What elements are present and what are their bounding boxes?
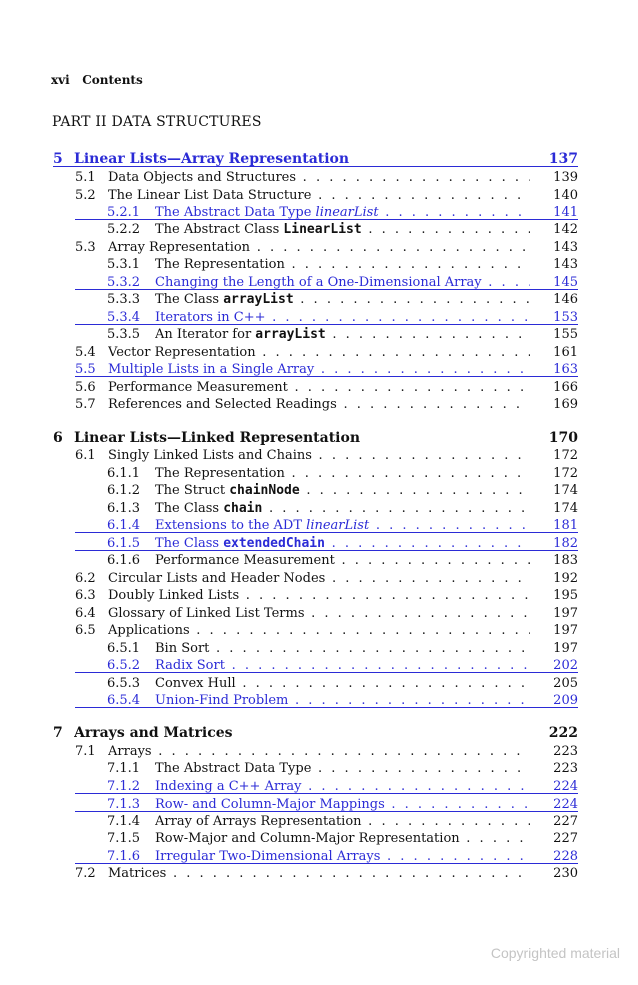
entry-number: 5.2 xyxy=(75,188,96,203)
entry-title xyxy=(155,813,530,830)
entry-number: 6.5 xyxy=(75,623,96,638)
entry-title xyxy=(155,256,530,273)
toc-subsection-entry xyxy=(75,640,578,657)
entry-title-text: The Class xyxy=(155,501,224,516)
entry-page-number: 155 xyxy=(553,327,578,342)
entry-title-text: Circular Lists and Header Nodes xyxy=(108,571,326,586)
entry-title xyxy=(155,204,530,221)
entry-title xyxy=(155,326,530,343)
entry-title xyxy=(155,760,530,777)
toc-subsection-entry xyxy=(75,813,578,830)
entry-title-text: The Linear List Data Structure xyxy=(108,188,312,203)
entry-number: 6.5.2 xyxy=(107,658,141,673)
toc-subsection-entry[interactable] xyxy=(75,535,578,552)
entry-title xyxy=(108,396,530,413)
toc-subsection-entry[interactable] xyxy=(75,517,578,534)
entry-title xyxy=(74,430,530,447)
entry-title xyxy=(108,570,530,587)
toc-section-entry xyxy=(75,187,578,204)
entry-page-number: 169 xyxy=(553,397,578,412)
entry-title xyxy=(155,535,530,552)
entry-title xyxy=(108,361,530,378)
entry-number: 5.1 xyxy=(75,170,96,185)
page-number-label: xvi xyxy=(51,73,70,87)
entry-page-number: 192 xyxy=(553,571,578,586)
entry-title-text: Array Representation xyxy=(108,240,251,255)
entry-title-text: Arrays xyxy=(108,744,152,759)
entry-code-name: chainNode xyxy=(229,483,300,498)
entry-page-number: 139 xyxy=(553,170,578,185)
toc-subsection-entry xyxy=(75,221,578,238)
entry-title-text: The Struct xyxy=(155,483,230,498)
toc-section-entry xyxy=(75,865,578,882)
entry-title xyxy=(155,830,530,847)
entry-number: 6.5.4 xyxy=(107,693,141,708)
toc-subsection-entry[interactable] xyxy=(75,848,578,865)
entry-title xyxy=(155,309,530,326)
toc-section-entry xyxy=(75,239,578,256)
entry-number: 7.2 xyxy=(75,866,96,881)
entry-title xyxy=(108,447,530,464)
entry-title-text: Indexing a C++ Array xyxy=(155,779,302,794)
entry-title-text: The Abstract Data Type xyxy=(155,205,316,220)
entry-code-name: LinearList xyxy=(283,222,362,237)
entry-page-number: 172 xyxy=(553,448,578,463)
entry-page-number: 163 xyxy=(553,362,578,377)
entry-title-text: Performance Measurement xyxy=(155,553,335,568)
entry-title-text: Row-Major and Column-Major Representation xyxy=(155,831,460,846)
entry-page-number: 172 xyxy=(553,466,578,481)
toc-section-entry xyxy=(75,344,578,361)
entry-title xyxy=(155,221,530,238)
entry-page-number: 202 xyxy=(553,658,578,673)
entry-number: 6.1.4 xyxy=(107,518,141,533)
entry-number: 7.1.4 xyxy=(107,814,141,829)
entry-title xyxy=(155,465,530,482)
entry-page-number: 228 xyxy=(553,849,578,864)
entry-page-number: 161 xyxy=(553,345,578,360)
entry-title-text: Changing the Length of a One-Dimensional Array xyxy=(155,275,482,290)
entry-title-text: Array of Arrays Representation xyxy=(155,814,362,829)
entry-page-number: 222 xyxy=(548,725,578,741)
toc-subsection-entry xyxy=(75,256,578,273)
entry-title xyxy=(108,865,530,882)
entry-title xyxy=(155,796,530,813)
entry-title xyxy=(74,725,530,742)
entry-title xyxy=(108,379,530,396)
toc-subsection-entry[interactable] xyxy=(75,657,578,674)
entry-title xyxy=(155,692,530,709)
entry-title xyxy=(155,848,530,865)
toc-subsection-entry[interactable] xyxy=(75,796,578,813)
entry-title-text: References and Selected Readings xyxy=(108,397,337,412)
entry-page-number: 170 xyxy=(548,430,578,446)
entry-italic-name: linearList xyxy=(306,518,370,533)
entry-number: 6.3 xyxy=(75,588,96,603)
entry-page-number: 223 xyxy=(553,761,578,776)
toc-section-entry xyxy=(75,605,578,622)
toc-subsection-entry xyxy=(75,675,578,692)
entry-number: 5.2.2 xyxy=(107,222,141,237)
entry-page-number: 197 xyxy=(553,606,578,621)
entry-number: 6.1.5 xyxy=(107,536,141,551)
entry-page-number: 183 xyxy=(553,553,578,568)
entry-number: 5.3.5 xyxy=(107,327,141,342)
toc-chapter-entry xyxy=(53,430,578,447)
entry-code-name: arrayList xyxy=(223,292,294,307)
entry-code-name: extendedChain xyxy=(223,536,325,551)
entry-title-text: Performance Measurement xyxy=(108,380,288,395)
entry-page-number: 166 xyxy=(553,380,578,395)
entry-number: 6.5.1 xyxy=(107,641,141,656)
entry-title xyxy=(74,151,530,168)
entry-title xyxy=(155,291,530,308)
entry-title-text: The Class xyxy=(155,536,224,551)
toc-section-entry xyxy=(75,622,578,639)
entry-title xyxy=(155,482,530,499)
entry-number: 6.1.2 xyxy=(107,483,141,498)
entry-title xyxy=(108,587,530,604)
entry-number: 6.1.1 xyxy=(107,466,141,481)
toc-section-entry[interactable] xyxy=(75,361,578,378)
entry-title xyxy=(155,675,530,692)
entry-title-text: Arrays and Matrices xyxy=(74,725,233,741)
toc-section-entry xyxy=(75,169,578,186)
entry-page-number: 143 xyxy=(553,240,578,255)
entry-title xyxy=(108,187,530,204)
entry-title-text: The Representation xyxy=(155,466,285,481)
entry-page-number: 153 xyxy=(553,310,578,325)
entry-title xyxy=(108,344,530,361)
toc-subsection-entry xyxy=(75,760,578,777)
toc-chapter-entry xyxy=(53,725,578,742)
entry-title-text: Linear Lists—Linked Representation xyxy=(74,430,360,446)
toc-subsection-entry[interactable] xyxy=(75,204,578,221)
toc-subsection-entry xyxy=(75,500,578,517)
entry-page-number: 146 xyxy=(553,292,578,307)
entry-number: 6 xyxy=(53,430,63,446)
toc-subsection-entry[interactable] xyxy=(75,692,578,709)
entry-title-text: Data Objects and Structures xyxy=(108,170,297,185)
entry-title-text: Singly Linked Lists and Chains xyxy=(108,448,312,463)
entry-page-number: 227 xyxy=(553,831,578,846)
toc-section-entry xyxy=(75,379,578,396)
toc-subsection-entry xyxy=(75,830,578,847)
entry-number: 5.4 xyxy=(75,345,96,360)
entry-number: 5.7 xyxy=(75,397,96,412)
entry-title-text: Doubly Linked Lists xyxy=(108,588,240,603)
entry-title xyxy=(108,239,530,256)
entry-title xyxy=(155,778,530,795)
entry-title-text: Convex Hull xyxy=(155,676,236,691)
entry-title-text: Bin Sort xyxy=(155,641,210,656)
entry-title-text: The Representation xyxy=(155,257,285,272)
entry-number: 6.1 xyxy=(75,448,96,463)
entry-page-number: 197 xyxy=(553,641,578,656)
entry-title xyxy=(155,274,530,291)
entry-page-number: 205 xyxy=(553,676,578,691)
entry-title xyxy=(155,640,530,657)
toc-subsection-entry xyxy=(75,552,578,569)
entry-number: 5.3 xyxy=(75,240,96,255)
entry-number: 5.3.3 xyxy=(107,292,141,307)
toc-chapter-entry[interactable] xyxy=(53,151,578,168)
entry-page-number: 137 xyxy=(548,151,578,167)
entry-page-number: 223 xyxy=(553,744,578,759)
entry-number: 6.1.3 xyxy=(107,501,141,516)
entry-italic-name: linearList xyxy=(315,205,379,220)
entry-page-number: 224 xyxy=(553,779,578,794)
running-header xyxy=(51,73,143,87)
entry-title xyxy=(108,622,530,639)
entry-title xyxy=(108,605,530,622)
toc-subsection-entry xyxy=(75,482,578,499)
entry-title-text: Iterators in C++ xyxy=(155,310,266,325)
entry-number: 5 xyxy=(53,151,63,167)
toc-section-entry xyxy=(75,396,578,413)
entry-title xyxy=(155,657,530,674)
entry-number: 6.2 xyxy=(75,571,96,586)
entry-page-number: 230 xyxy=(553,866,578,881)
part-title: PART II DATA STRUCTURES xyxy=(52,114,262,130)
toc-section-entry xyxy=(75,587,578,604)
entry-number: 7.1.2 xyxy=(107,779,141,794)
entry-page-number: 181 xyxy=(553,518,578,533)
entry-number: 7.1.3 xyxy=(107,797,141,812)
toc-subsection-entry xyxy=(75,465,578,482)
entry-page-number: 140 xyxy=(553,188,578,203)
entry-title-text: The Abstract Data Type xyxy=(155,761,312,776)
entry-title-text: Union-Find Problem xyxy=(155,693,289,708)
entry-page-number: 174 xyxy=(553,501,578,516)
entry-number: 7.1.6 xyxy=(107,849,141,864)
entry-number: 6.1.6 xyxy=(107,553,141,568)
entry-title xyxy=(155,500,530,517)
toc-subsection-entry[interactable] xyxy=(75,309,578,326)
entry-title-text: Multiple Lists in a Single Array xyxy=(108,362,315,377)
entry-page-number: 195 xyxy=(553,588,578,603)
entry-number: 5.5 xyxy=(75,362,96,377)
entry-number: 5.3.4 xyxy=(107,310,141,325)
entry-code-name: chain xyxy=(223,501,263,516)
entry-title-text: Irregular Two-Dimensional Arrays xyxy=(155,849,381,864)
toc-subsection-entry xyxy=(75,291,578,308)
toc-subsection-entry[interactable] xyxy=(75,274,578,291)
entry-title-text: Linear Lists—Array Representation xyxy=(74,151,350,167)
toc-subsection-entry xyxy=(75,326,578,343)
toc-subsection-entry[interactable] xyxy=(75,778,578,795)
entry-title xyxy=(155,517,530,534)
entry-number: 5.3.1 xyxy=(107,257,141,272)
entry-title-text: Row- and Column-Major Mappings xyxy=(155,797,385,812)
entry-title-text: Glossary of Linked List Terms xyxy=(108,606,305,621)
toc-section-entry xyxy=(75,570,578,587)
entry-number: 5.3.2 xyxy=(107,275,141,290)
entry-number: 6.4 xyxy=(75,606,96,621)
entry-page-number: 141 xyxy=(553,205,578,220)
entry-page-number: 197 xyxy=(553,623,578,638)
entry-title xyxy=(108,743,530,760)
entry-title-text: Extensions to the ADT xyxy=(155,518,307,533)
entry-title-text: Radix Sort xyxy=(155,658,225,673)
entry-title xyxy=(155,552,530,569)
entry-number: 5.6 xyxy=(75,380,96,395)
entry-number: 5.2.1 xyxy=(107,205,141,220)
entry-number: 7.1 xyxy=(75,744,96,759)
running-title: Contents xyxy=(82,73,143,87)
entry-title-text: Matrices xyxy=(108,866,167,881)
entry-title xyxy=(108,169,530,186)
entry-number: 7.1.5 xyxy=(107,831,141,846)
entry-page-number: 174 xyxy=(553,483,578,498)
entry-title-text: Vector Representation xyxy=(108,345,256,360)
entry-page-number: 227 xyxy=(553,814,578,829)
entry-number: 6.5.3 xyxy=(107,676,141,691)
entry-page-number: 209 xyxy=(553,693,578,708)
watermark: Copyrighted material xyxy=(490,945,620,961)
toc-section-entry xyxy=(75,447,578,464)
entry-page-number: 182 xyxy=(553,536,578,551)
entry-title-text: The Class xyxy=(155,292,224,307)
entry-number: 7.1.1 xyxy=(107,761,141,776)
entry-code-name: arrayList xyxy=(255,327,326,342)
entry-title-text: The Abstract Class xyxy=(155,222,284,237)
toc-section-entry xyxy=(75,743,578,760)
entry-title-text: An Iterator for xyxy=(155,327,256,342)
entry-page-number: 145 xyxy=(553,275,578,290)
entry-page-number: 224 xyxy=(553,797,578,812)
entry-title-text: Applications xyxy=(108,623,190,638)
entry-page-number: 143 xyxy=(553,257,578,272)
entry-number: 7 xyxy=(53,725,63,741)
entry-page-number: 142 xyxy=(553,222,578,237)
